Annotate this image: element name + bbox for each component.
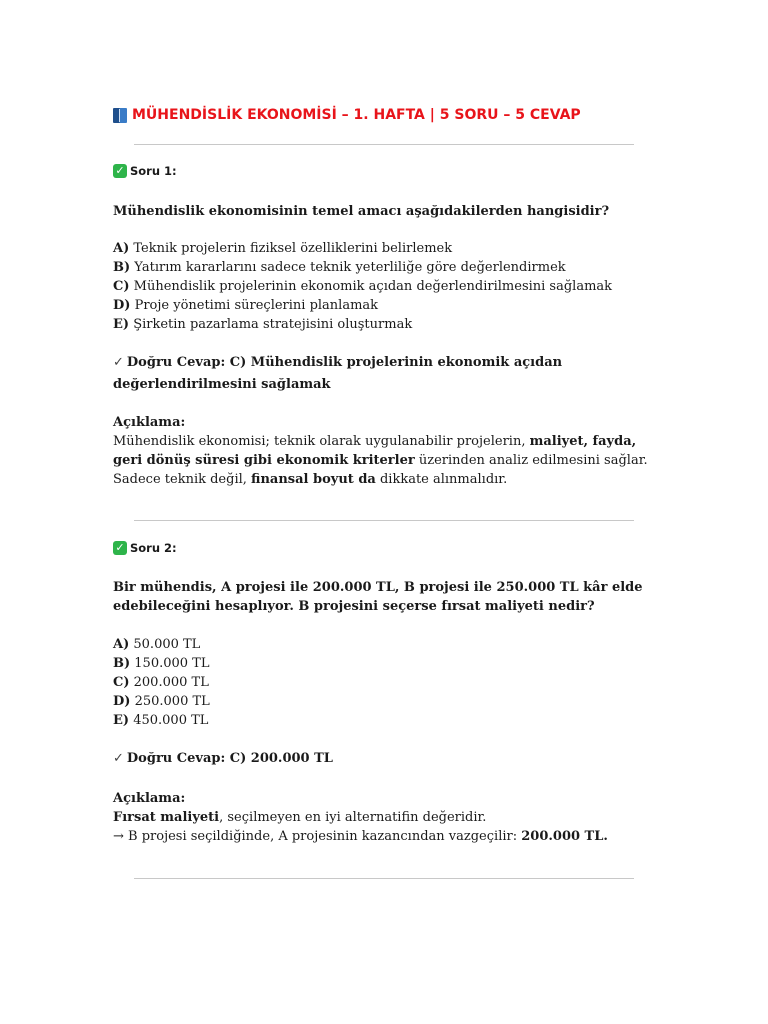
option-a: A) Teknik projelerin fiziksel özelliklerini belirlemek	[113, 241, 453, 256]
option-e: E) Şirketin pazarlama stratejisini oluşturmak	[113, 317, 413, 332]
explanation-heading: Açıklama:	[113, 415, 186, 430]
explanation-heading: Açıklama:	[113, 791, 186, 806]
question-1-label	[113, 164, 177, 178]
title-text: MÜHENDİSLİK EKONOMİSİ – 1. HAFTA | 5 SORU – 5 CEVAP	[132, 107, 581, 123]
check-mark-icon: ✓	[113, 355, 124, 370]
question-label-text: Soru 1:	[130, 164, 177, 178]
question-1-options	[113, 239, 612, 334]
question-2-options	[113, 635, 210, 730]
book-icon	[113, 108, 127, 123]
check-mark-icon: ✓	[113, 751, 124, 766]
divider	[134, 144, 634, 145]
option-a: A) 50.000 TL	[113, 637, 201, 652]
option-d: D) 250.000 TL	[113, 694, 210, 709]
question-2-text: Bir mühendis, A projesi ile 200.000 TL, B projesi ile 250.000 TL kâr elde edebileceğini hesaplıyor. B projesini seçerse fırsat maliyeti nedir?	[113, 580, 643, 614]
question-2-label	[113, 541, 177, 555]
divider	[134, 520, 634, 521]
question-2-answer: ✓ Doğru Cevap: C) 200.000 TL	[113, 751, 333, 766]
check-box-icon: ✓	[113, 541, 127, 555]
divider	[134, 878, 634, 879]
option-b: B) Yatırım kararlarını sadece teknik yeterliliğe göre değerlendirmek	[113, 260, 566, 275]
option-c: C) 200.000 TL	[113, 675, 209, 690]
option-d: D) Proje yönetimi süreçlerini planlamak	[113, 298, 379, 313]
check-box-icon: ✓	[113, 164, 127, 178]
question-1-explanation: Açıklama: Mühendislik ekonomisi; teknik olarak uygulanabilir projelerin, maliyet, fayda, geri dönüş süresi gibi ekonomik kriterler üzerinden analiz edilmesini sağlar. Sadece teknik değil, finansal boyut da dikkate alınmalıdır.	[113, 413, 653, 489]
option-b: B) 150.000 TL	[113, 656, 210, 671]
question-label-text: Soru 2:	[130, 541, 177, 555]
option-e: E) 450.000 TL	[113, 713, 209, 728]
question-2-explanation: Açıklama: Fırsat maliyeti, seçilmeyen en iyi alternatifin değeridir. → B projesi seçildiğinde, A projesinin kazancından vazgeçilir: 200.000 TL.	[113, 789, 653, 846]
question-1-text: Mühendislik ekonomisinin temel amacı aşağıdakilerden hangisidir?	[113, 204, 610, 219]
question-1-answer: ✓ Doğru Cevap: C) Mühendislik projelerinin ekonomik açıdan değerlendirilmesini sağlamak	[113, 355, 563, 392]
option-c: C) Mühendislik projelerinin ekonomik açıdan değerlendirilmesini sağlamak	[113, 279, 613, 294]
document-title	[113, 107, 581, 123]
